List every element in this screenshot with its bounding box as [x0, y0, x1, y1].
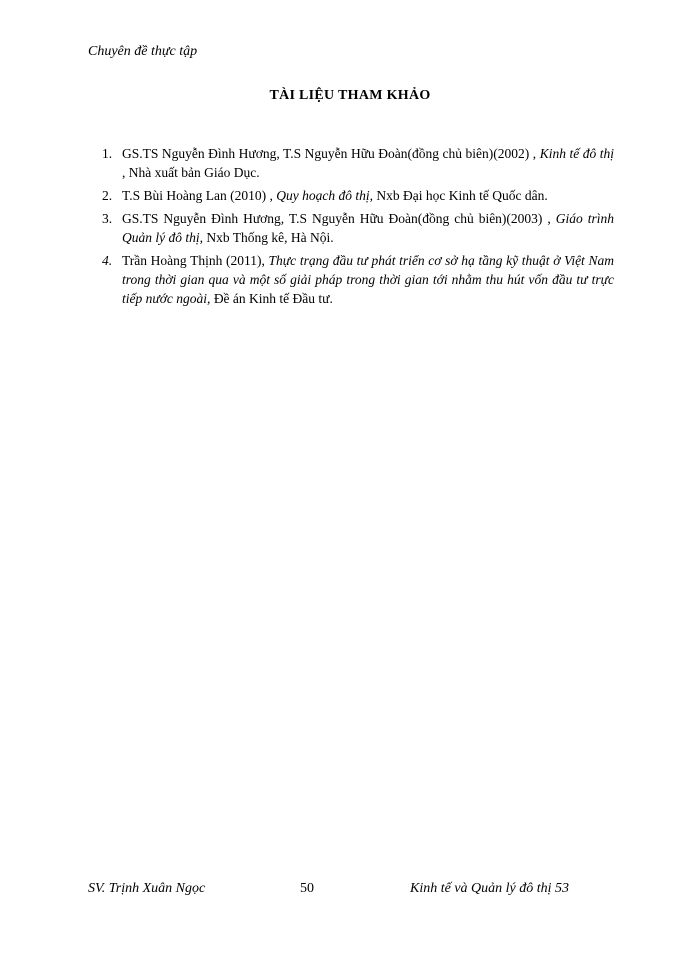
reference-item	[96, 209, 614, 247]
reference-publisher: Đề án Kinh tế Đầu tư.	[210, 291, 333, 306]
reference-authors: GS.TS Nguyễn Đình Hương, T.S Nguyễn Hữu Đoàn(đồng chủ biên)(2002) ,	[122, 146, 540, 161]
reference-authors: Trần Hoàng Thịnh (2011),	[122, 253, 269, 268]
footer-page-number: 50	[300, 881, 314, 896]
reference-title: Quy hoạch đô thị,	[276, 188, 373, 203]
reference-number: 2.	[102, 188, 113, 203]
reference-item	[96, 144, 614, 182]
reference-publisher: Nxb Thống kê, Hà Nội.	[203, 230, 334, 245]
page-title: TÀI LIỆU THAM KHẢO	[269, 88, 431, 103]
running-header: Chuyên đề thực tập	[88, 44, 198, 59]
reference-title: Thực trạng đầu tư phát triển cơ sở hạ tầng kỹ thuật ở Việt Nam trong thời gian qua và một số giải pháp trong thời gian tới nhằm thu hút vốn đầu tư trực tiếp nước ngoài,	[122, 253, 614, 306]
reference-list	[96, 144, 614, 312]
reference-publisher: , Nhà xuất bản Giáo Dục.	[122, 165, 260, 180]
reference-title: Giáo trình Quản lý đô thị,	[122, 211, 615, 245]
reference-title: Kinh tế đô thị	[539, 146, 615, 161]
reference-publisher: Nxb Đại học Kinh tế Quốc dân.	[372, 188, 548, 203]
reference-item	[96, 186, 614, 205]
footer-student-name: SV. Trịnh Xuân Ngọc	[88, 881, 206, 896]
reference-number: 4.	[102, 253, 113, 268]
footer-course-name: Kinh tế và Quản lý đô thị 53	[410, 881, 570, 896]
reference-number: 1.	[102, 146, 113, 161]
reference-number: 3.	[102, 211, 113, 226]
reference-authors: T.S Bùi Hoàng Lan (2010) ,	[122, 188, 277, 203]
reference-item	[96, 251, 614, 308]
reference-authors: GS.TS Nguyễn Đình Hương, T.S Nguyễn Hữu Đoàn(đồng chủ biên)(2003) ,	[122, 211, 556, 226]
